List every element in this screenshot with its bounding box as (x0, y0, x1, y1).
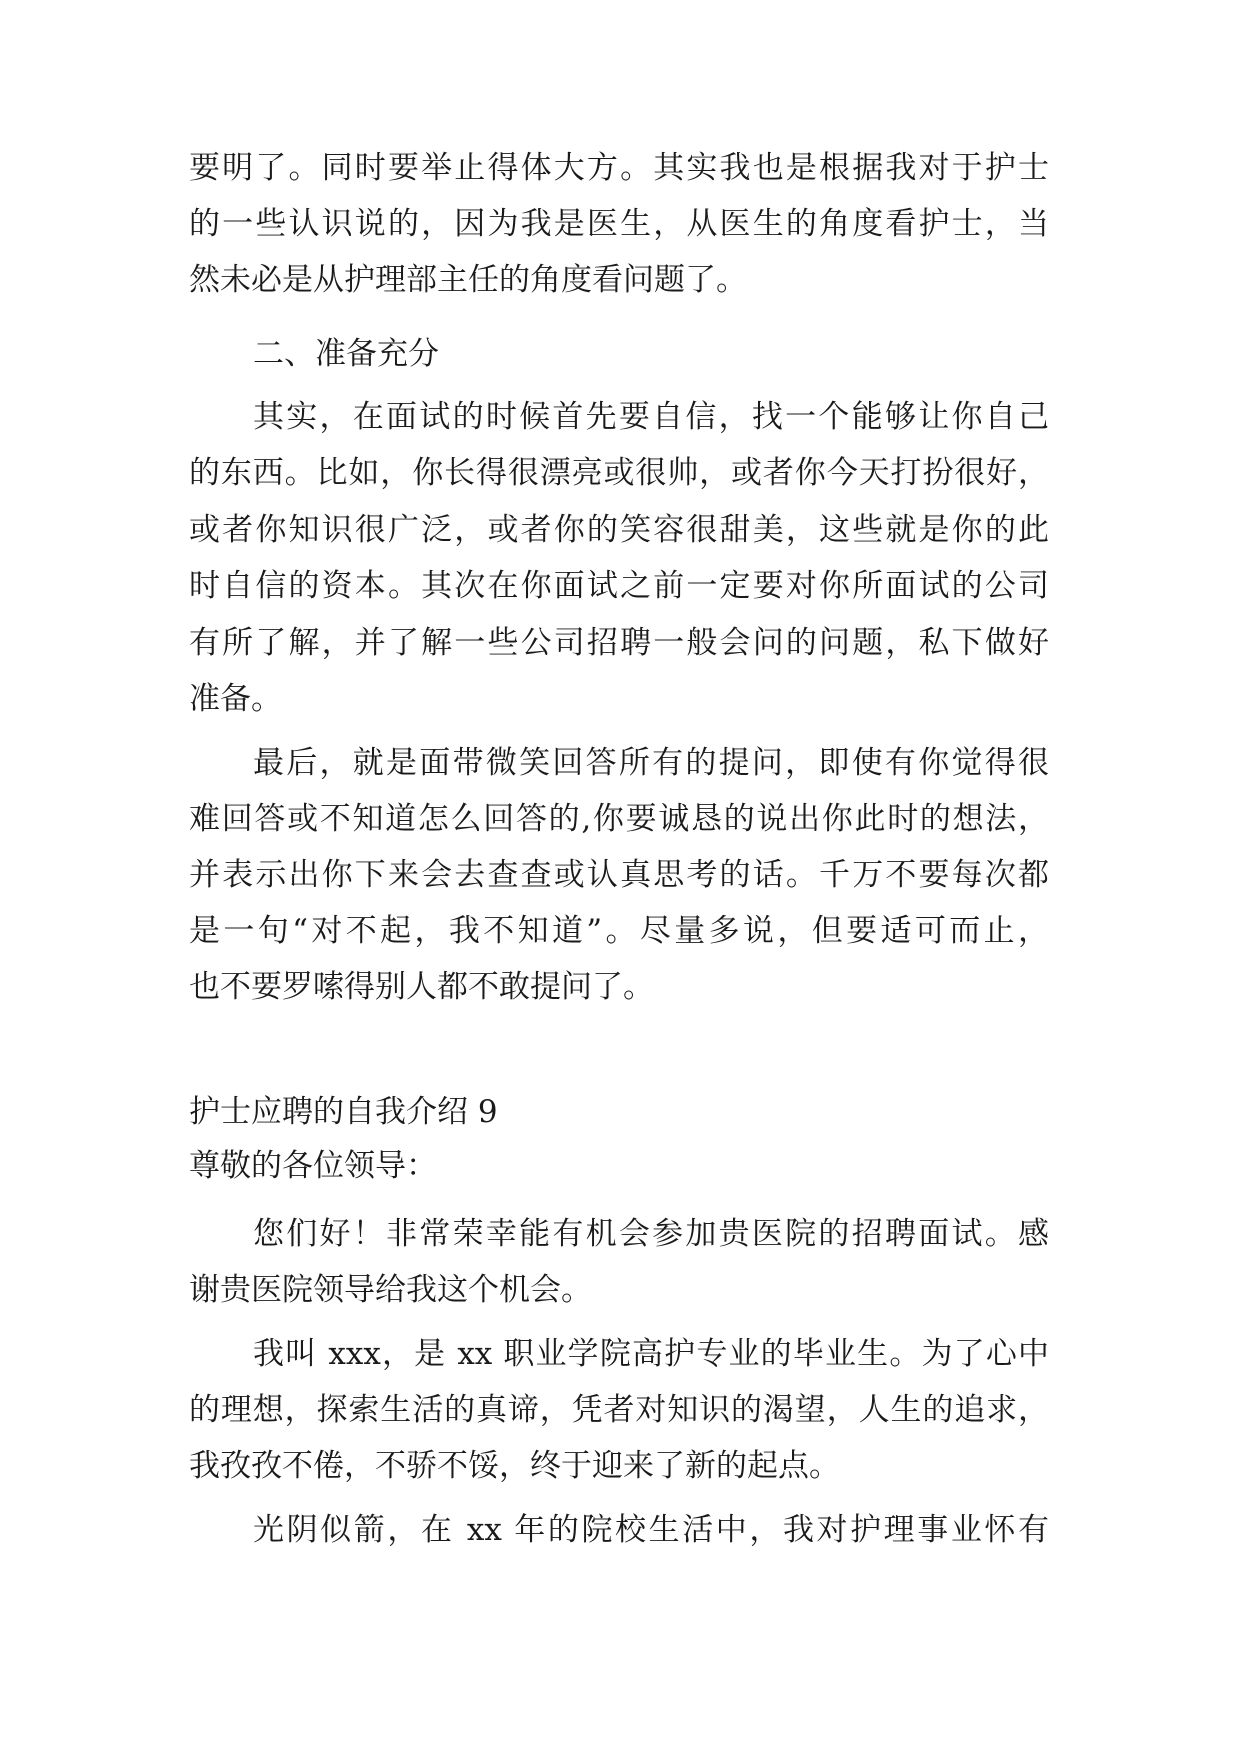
salutation: 尊敬的各位领导： (189, 1148, 437, 1184)
text-line: 或者你知识很广泛，或者你的笑容很甜美，这些就是你的此 (189, 512, 1049, 548)
text-line: 也不要罗嗦得别人都不敢提问了。 (189, 969, 654, 1005)
text-line: 并表示出你下来会去查查或认真思考的话。千万不要每次都 (189, 857, 1049, 893)
text-line: 的东西。比如，你长得很漂亮或很帅，或者你今天打扮很好， (189, 455, 1049, 491)
text-line: 要明了。同时要举止得体大方。其实我也是根据我对于护士 (189, 150, 1049, 186)
text-line: 难回答或不知道怎么回答的,你要诚恳的说出你此时的想法， (189, 801, 1049, 837)
text-line: 的理想，探索生活的真谛，凭者对知识的渴望，人生的追求， (189, 1392, 1049, 1428)
text-line: 光阴似箭，在 xx 年的院校生活中，我对护理事业怀有 (253, 1512, 1049, 1548)
section-title: 护士应聘的自我介绍 9 (189, 1094, 498, 1130)
text-line: 时自信的资本。其次在你面试之前一定要对你所面试的公司 (189, 568, 1049, 604)
text-line: 我叫 xxx，是 xx 职业学院高护专业的毕业生。为了心中 (253, 1336, 1049, 1372)
text-line: 其实，在面试的时候首先要自信，找一个能够让你自己 (253, 399, 1049, 435)
text-line: 然未必是从护理部主任的角度看问题了。 (189, 262, 747, 298)
section-heading: 二、准备充分 (253, 336, 439, 372)
text-line: 的一些认识说的，因为我是医生，从医生的角度看护士，当 (189, 206, 1049, 242)
text-line: 谢贵医院领导给我这个机会。 (189, 1272, 592, 1308)
text-line: 是一句“对不起，我不知道”。尽量多说，但要适可而止， (189, 913, 1049, 949)
text-line: 准备。 (189, 681, 282, 717)
text-line: 最后，就是面带微笑回答所有的提问，即使有你觉得很 (253, 745, 1049, 781)
text-line: 您们好！非常荣幸能有机会参加贵医院的招聘面试。感 (253, 1216, 1049, 1252)
text-line: 有所了解，并了解一些公司招聘一般会问的问题，私下做好 (189, 625, 1049, 661)
text-line: 我孜孜不倦，不骄不馁，终于迎来了新的起点。 (189, 1448, 840, 1484)
